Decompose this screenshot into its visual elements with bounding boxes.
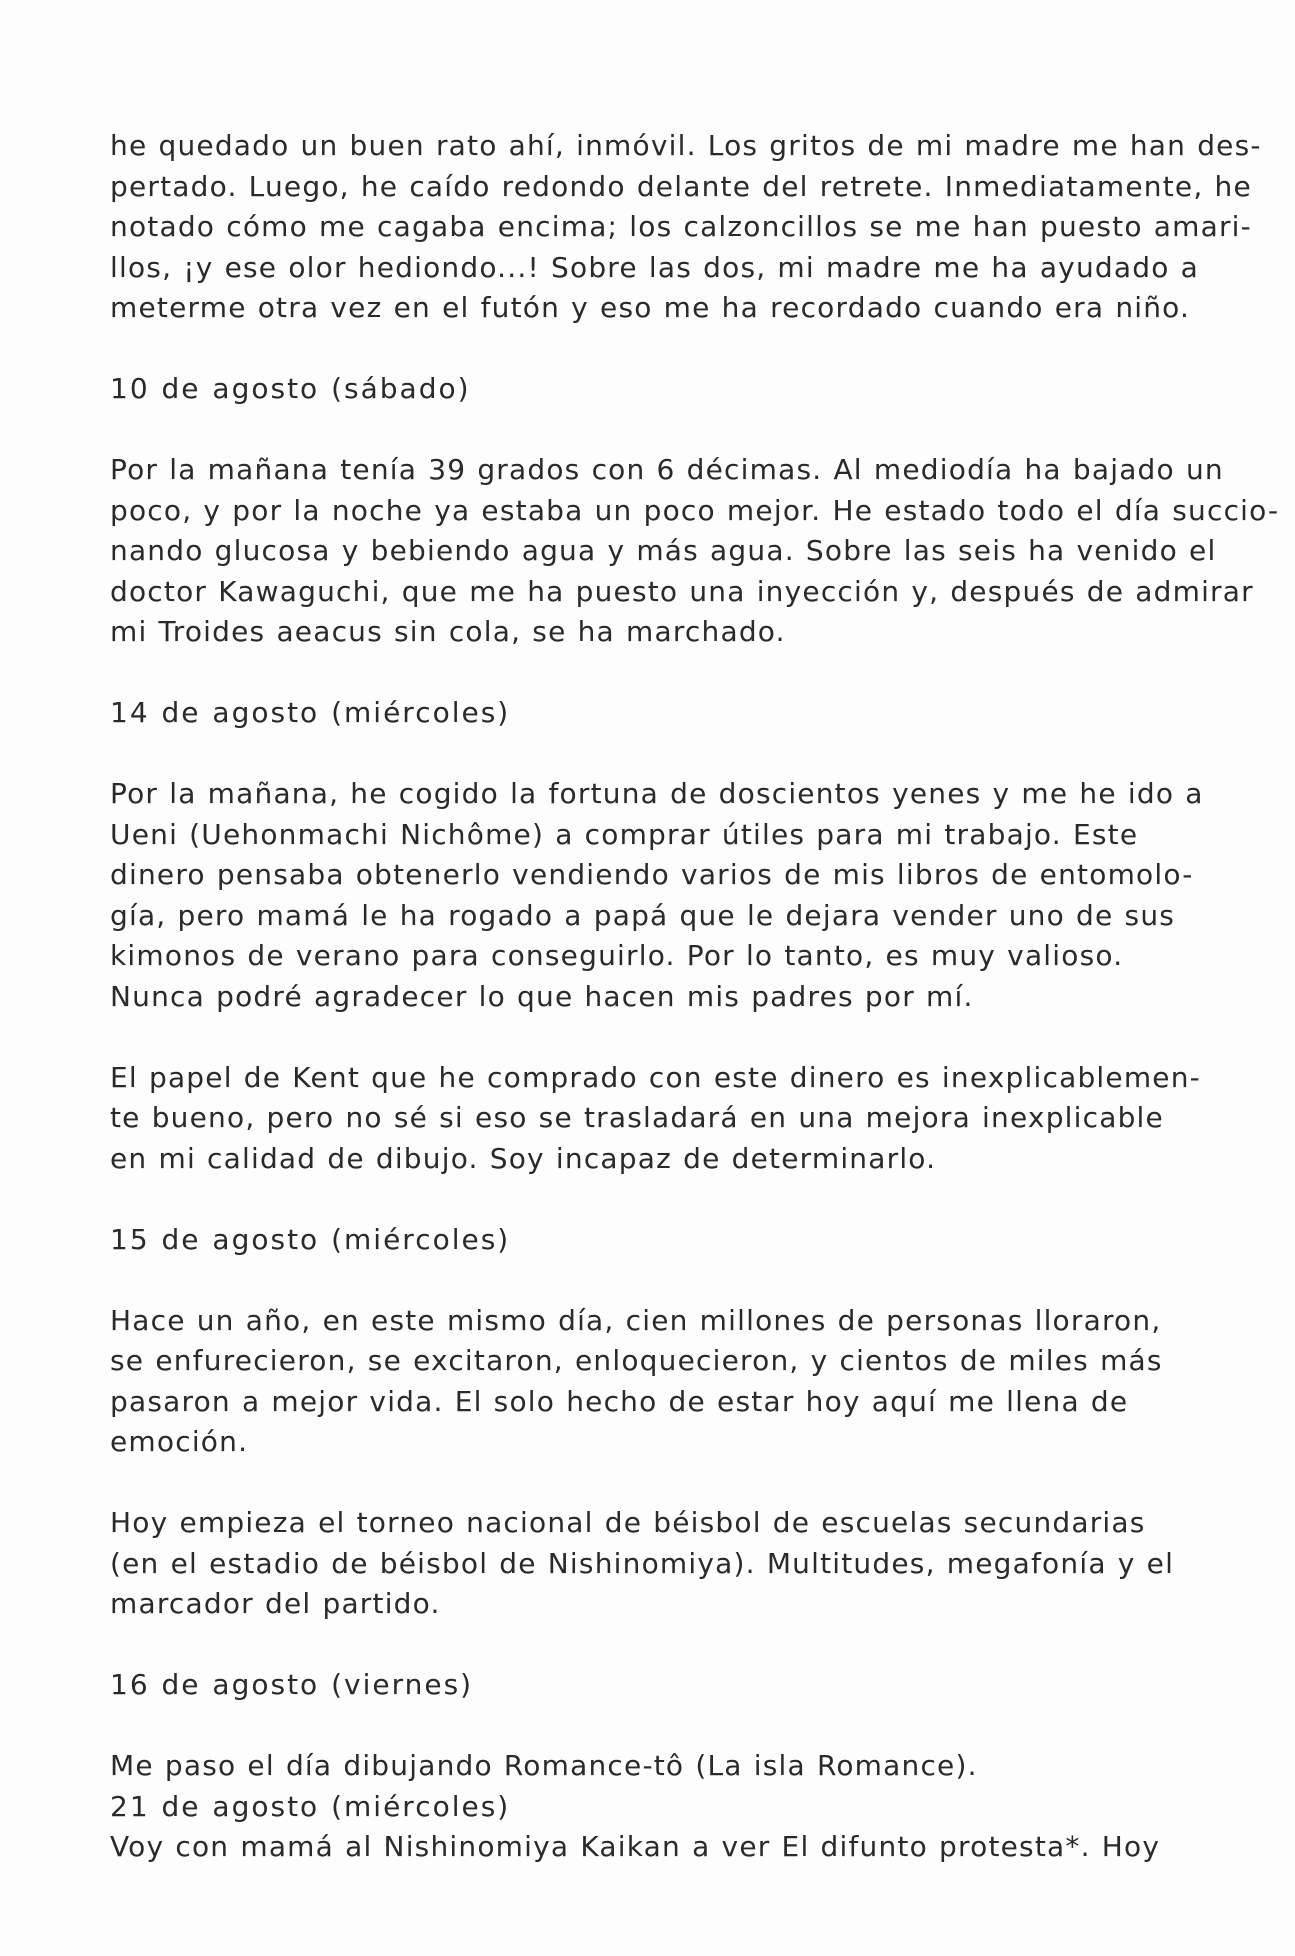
text-line: Hace un año, en este mismo día, cien millones de personas lloraron, — [110, 1303, 1162, 1337]
paragraph — [110, 1746, 1210, 1868]
entry-date: 16 de agosto (viernes) — [110, 1668, 474, 1701]
text-line: kimonos de verano para conseguirlo. Por lo tanto, es muy valioso. — [110, 939, 1124, 972]
text-line: doctor Kawaguchi, que me ha puesto una inyección y, después de admirar — [110, 574, 1254, 608]
text-line: marcador del partido. — [110, 1587, 441, 1620]
text-line: emoción. — [110, 1425, 249, 1458]
text-line: gía, pero mamá le ha rogado a papá que le dejara vender uno de sus — [110, 898, 1176, 932]
text-line: Hoy empieza el torneo nacional de béisbol de escuelas secundarias — [110, 1506, 1146, 1539]
text-line: Nunca podré agradecer lo que hacen mis padres por mí. — [110, 979, 974, 1013]
paragraph — [110, 450, 1280, 653]
text-line: Por la mañana, he cogido la fortuna de doscientos yenes y me he ido a — [110, 777, 1204, 810]
text-line: llos, ¡y ese olor hediondo...! Sobre las dos, mi madre me ha ayudado a — [110, 250, 1199, 284]
paragraph — [110, 774, 1210, 1017]
text-line: notado cómo me cagaba encima; los calzoncillos se me han puesto amari- — [110, 210, 1252, 243]
text-line: mi Troides aeacus sin cola, se ha marchado. — [110, 615, 786, 648]
text-line: se enfurecieron, se excitaron, enloquecieron, y cientos de miles más — [110, 1344, 1163, 1377]
text-line: he quedado un buen rato ahí, inmóvil. Los gritos de mi madre me han des- — [110, 129, 1262, 162]
text-line: Por la mañana tenía 39 grados con 6 décimas. Al mediodía ha bajado un — [110, 453, 1224, 486]
text-line: pertado. Luego, he caído redondo delante del retrete. Inmediatamente, he — [110, 169, 1252, 203]
text-line: dinero pensaba obtenerlo vendiendo varios de mis libros de entomolo- — [110, 858, 1194, 891]
text-line: Me paso el día dibujando Romance-tô (La isla Romance). — [110, 1749, 978, 1782]
entry-date: 10 de agosto (sábado) — [110, 372, 471, 405]
text-line: (en el estadio de béisbol de Nishinomiya). Multitudes, megafonía y el — [110, 1546, 1175, 1580]
diary-text — [110, 126, 1280, 1868]
text-line: Ueni (Uehonmachi Nichôme) a comprar útiles para mi trabajo. Este — [110, 817, 1139, 851]
text-line: poco, y por la noche ya estaba un poco mejor. He estado todo el día succio- — [110, 493, 1280, 527]
text-line: pasaron a mejor vida. El solo hecho de estar hoy aquí me llena de — [110, 1384, 1129, 1418]
paragraph — [110, 1301, 1210, 1463]
paragraph — [110, 126, 1262, 329]
entry-date: 14 de agosto (miércoles) — [110, 696, 511, 729]
paragraph — [110, 1058, 1210, 1180]
entry-date: 15 de agosto (miércoles) — [110, 1222, 511, 1256]
text-line: nando glucosa y bebiendo agua y más agua. Sobre las seis ha venido el — [110, 534, 1217, 567]
entry-date: 21 de agosto (miércoles) — [110, 1789, 511, 1823]
text-line: Voy con mamá al Nishinomiya Kaikan a ver El difunto protesta*. Hoy — [110, 1830, 1161, 1863]
text-line: meterme otra vez en el futón y eso me ha recordado cuando era niño. — [110, 291, 1191, 324]
text-line: en mi calidad de dibujo. Soy incapaz de determinarlo. — [110, 1141, 937, 1175]
paragraph — [110, 1503, 1210, 1625]
text-line: El papel de Kent que he comprado con este dinero es inexplicablemen- — [110, 1060, 1201, 1094]
text-line: te bueno, pero no sé si eso se trasladará en una mejora inexplicable — [110, 1101, 1164, 1134]
